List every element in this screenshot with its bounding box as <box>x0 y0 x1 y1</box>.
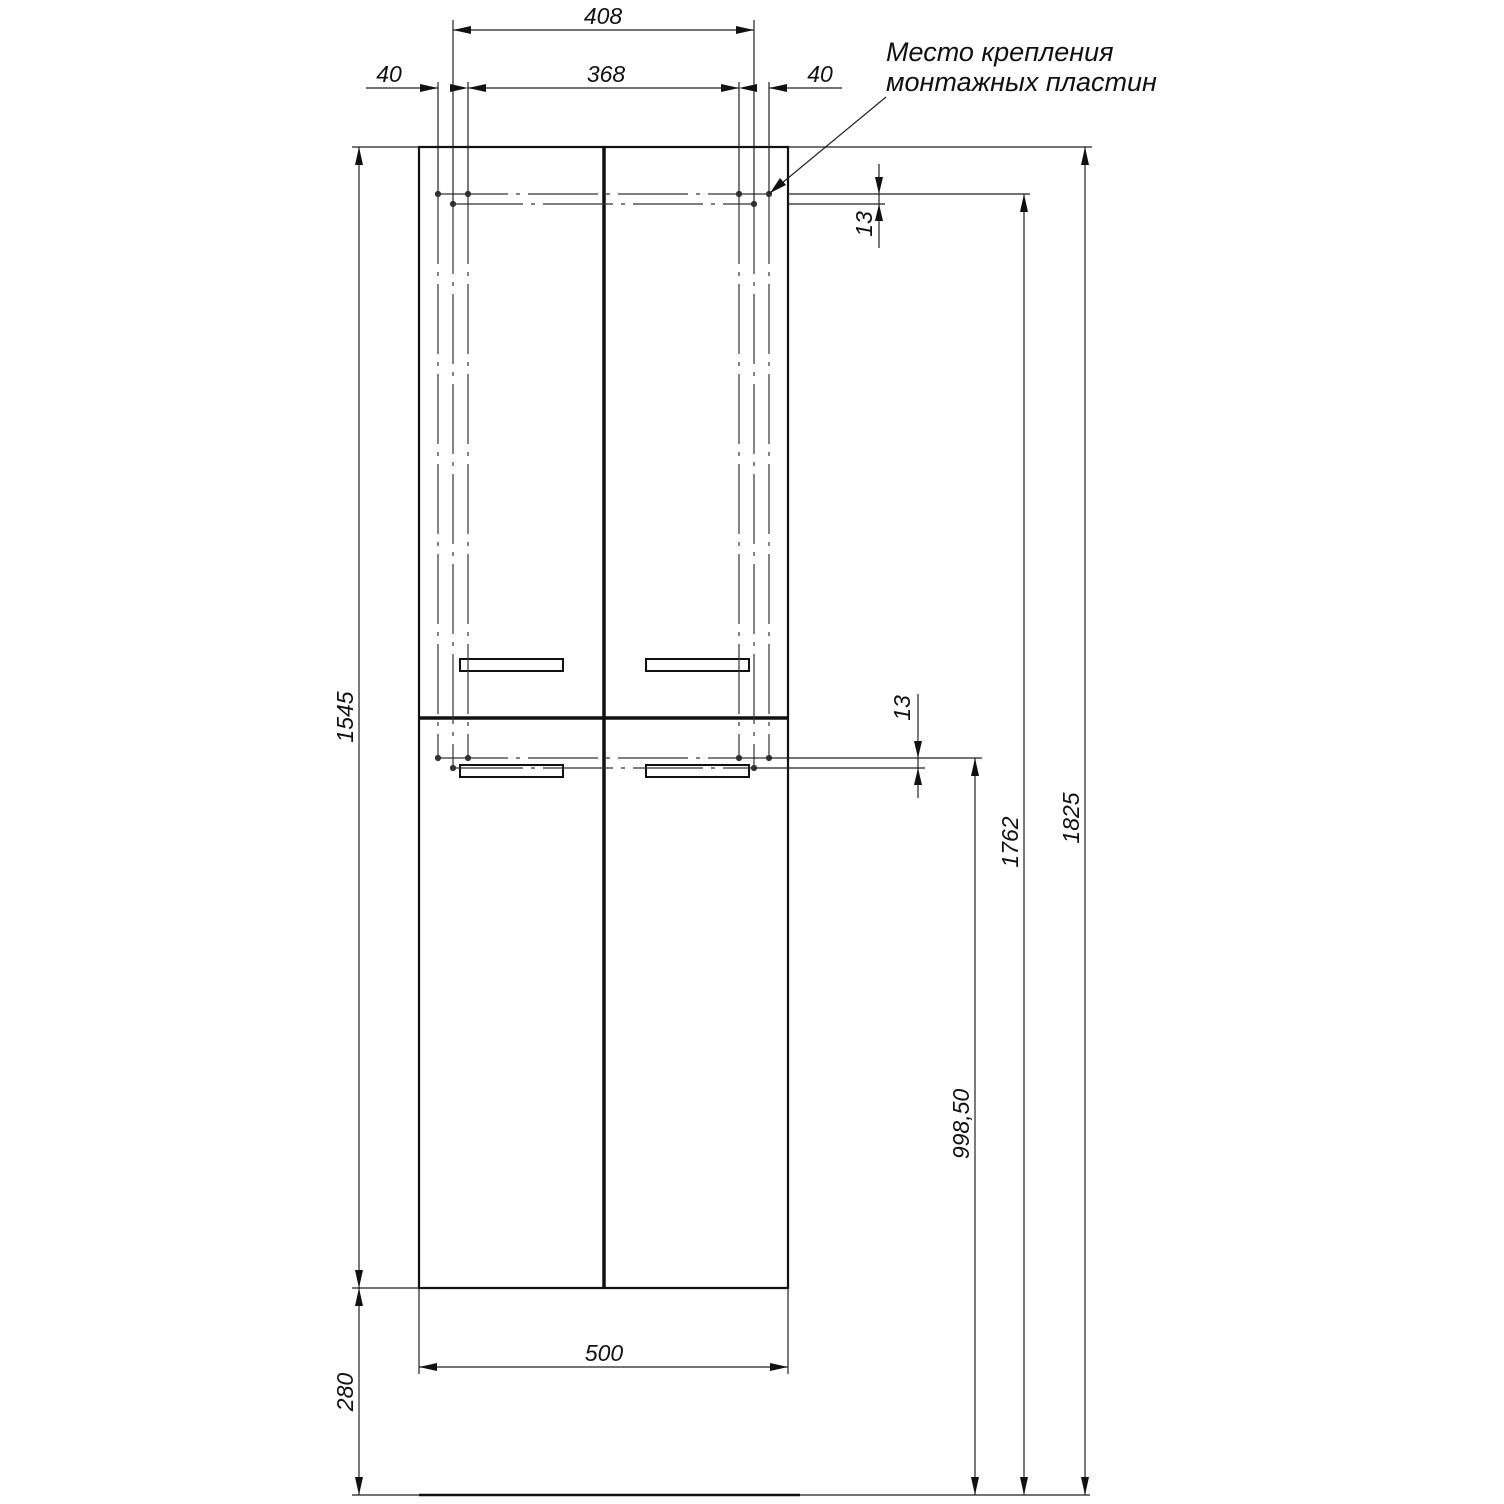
dim-label-40-right: 40 <box>807 61 833 87</box>
arrow-head <box>875 177 883 194</box>
arrow-head <box>355 1288 363 1306</box>
arrow-head <box>739 84 757 92</box>
arrow-head <box>736 26 754 34</box>
dimension-1762 <box>997 194 1028 1495</box>
mount-hole <box>435 755 440 760</box>
dim-label-1545: 1545 <box>332 691 358 743</box>
arrow-head <box>770 178 786 193</box>
leader-line <box>770 97 886 193</box>
dim-label-500: 500 <box>584 1340 624 1366</box>
arrow-head <box>914 741 922 758</box>
dimension-280 <box>332 1288 419 1495</box>
arrow-head <box>355 1270 363 1288</box>
arrow-head <box>914 768 922 785</box>
handle-lower-right <box>646 765 749 777</box>
handle-upper-right <box>646 659 749 671</box>
arrow-head <box>453 26 471 34</box>
dimension-1545 <box>332 147 419 1288</box>
dimension-500 <box>419 1288 788 1374</box>
handle-lower-left <box>460 765 563 777</box>
arrow-head <box>971 758 979 776</box>
arrow-head <box>468 84 486 92</box>
mount-hole <box>736 755 741 760</box>
arrow-head <box>1020 194 1028 212</box>
dim-label-998-50: 998,50 <box>948 1088 974 1160</box>
arrow-head <box>971 1477 979 1495</box>
dimension-13-upper <box>788 164 1030 248</box>
arrow-head <box>770 1363 788 1371</box>
arrow-head <box>355 147 363 165</box>
dim-label-368: 368 <box>586 61 626 87</box>
dim-label-1825: 1825 <box>1058 792 1084 844</box>
arrow-head <box>1020 1477 1028 1495</box>
dim-label-280: 280 <box>332 1372 358 1412</box>
mount-hole <box>465 755 470 760</box>
arrow-head <box>450 84 468 92</box>
dim-label-408: 408 <box>583 3 623 29</box>
note-line-2: монтажных пластин <box>886 67 1157 97</box>
arrow-head <box>721 84 739 92</box>
note-line-1: Место крепления <box>886 37 1114 67</box>
dim-label-13-lower: 13 <box>889 695 915 721</box>
dimension-1825 <box>788 147 1092 1495</box>
arrow-head <box>355 1477 363 1495</box>
arrow-head <box>419 1363 437 1371</box>
handle-upper-left <box>460 659 563 671</box>
arrow-head <box>1081 1477 1089 1495</box>
mount-hole <box>450 765 455 770</box>
cabinet-body <box>419 147 788 1288</box>
arrow-head <box>769 84 787 92</box>
dim-label-1762: 1762 <box>997 816 1023 868</box>
arrow-head <box>420 84 438 92</box>
dimension-998-50 <box>948 758 979 1495</box>
dim-label-13-upper: 13 <box>851 211 877 237</box>
dim-label-40-left: 40 <box>376 61 402 87</box>
arrow-head <box>1081 147 1089 165</box>
